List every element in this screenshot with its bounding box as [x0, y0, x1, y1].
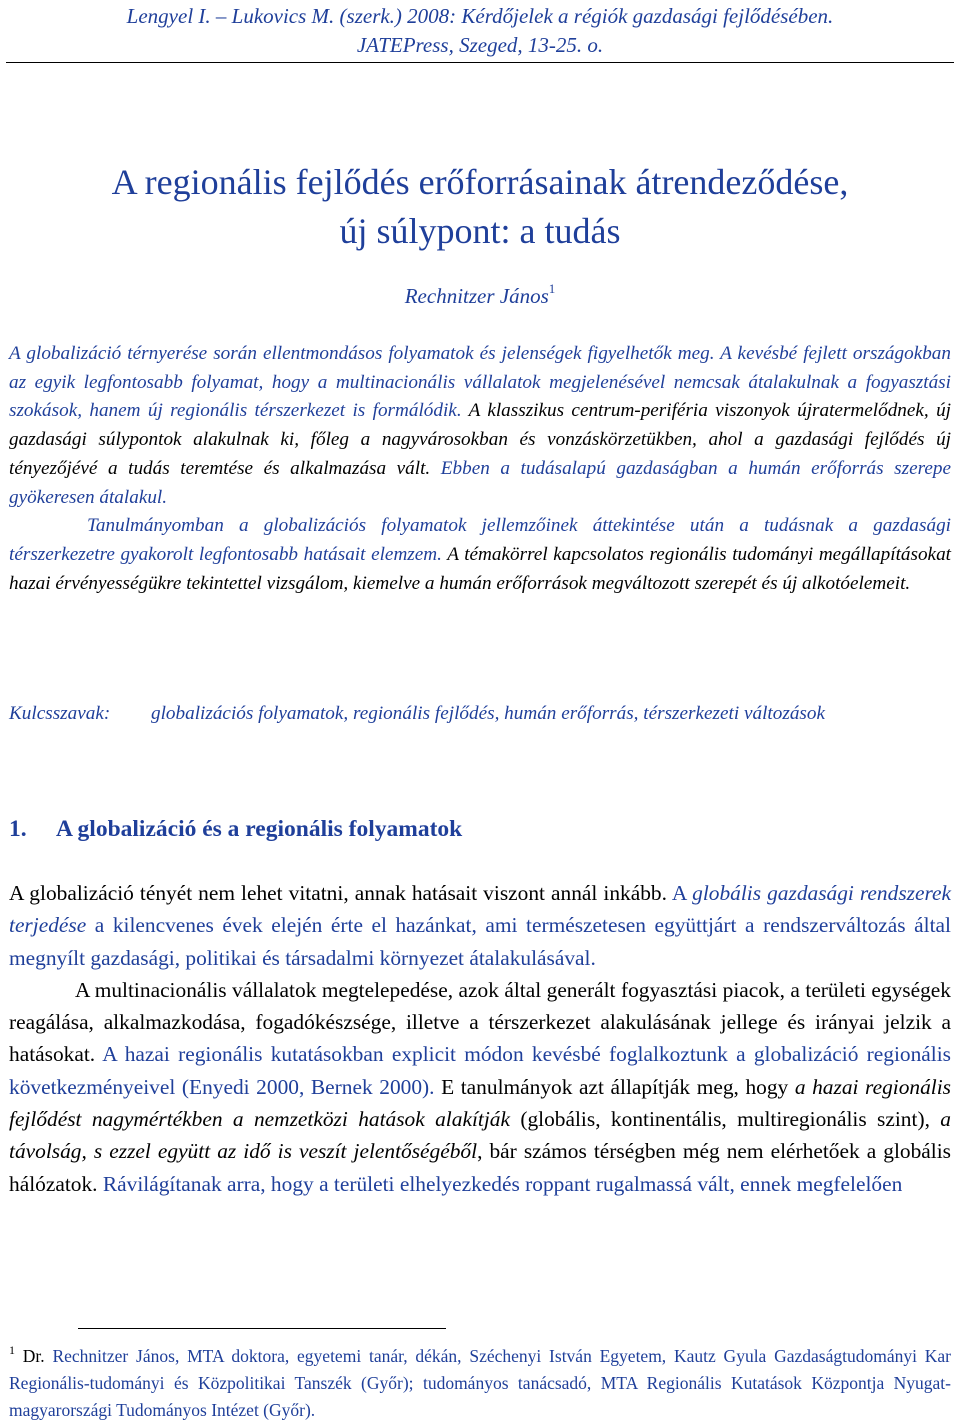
abstract-paragraph-2	[9, 512, 951, 598]
footnote-text	[9, 1343, 951, 1424]
footnote-text-run: Rechnitzer János, MTA doktora, egyetemi tanár, dékán, Széchenyi István Egyetem, Kautz Gyula Gazdaságtudományi Kar Regionális-tudományi és Közpolitikai Tanszék (Győr); tudományos tanácsadó, MTA Regionális Kutatások Központja Nyugat-magyarországi Tudományos Intézet (Győr).	[9, 1346, 952, 1420]
author-line	[0, 281, 960, 311]
body-paragraph-2	[9, 974, 951, 1200]
keywords-value: globalizációs folyamatok, regionális fejlődés, humán erőforrás, térszerkezeti változások	[151, 703, 825, 724]
body-text-run: Rávilágítanak arra, hogy a területi elhelyezkedés roppant rugalmassá vált, ennek megfelelően	[102, 1171, 903, 1196]
footnote-divider	[78, 1328, 446, 1329]
footnote-text-run: Dr.	[15, 1346, 53, 1366]
section-heading	[9, 812, 462, 846]
body-italic-run: a hazai regionális fejlődést nagymértékben a nemzetközi hatások alakítják	[9, 1074, 952, 1132]
abstract-text: Ebben a tudásalapú gazdaságban a humán erőforrás szerepe gyökeresen átalakul.	[9, 457, 951, 508]
author-name: Rechnitzer János	[404, 284, 549, 308]
keywords-label: Kulcsszavak:	[9, 703, 111, 724]
title-line-2: új súlypont: a tudás	[339, 211, 621, 251]
body-italic-run: globális gazdasági rendszerek terjedése	[9, 881, 951, 938]
abstract-paragraph-1	[9, 340, 951, 512]
header-citation-line-1: Lengyel I. – Lukovics M. (szerk.) 2008: Kérdőjelek a régiók gazdasági fejlődésében.	[126, 4, 834, 28]
body-text-run: E tanulmányok azt állapítják meg, hogy a hazai regionális fejlődést nagymértékben a nemzetközi hatások alakítják (globális, kontinentális, multiregionális szint), a távolság, s ezzel együtt az idő is veszít jelentőségéből, bár számos térségben még nem elérhetőek a globális hálózatok.	[9, 1074, 952, 1196]
header-divider	[6, 62, 954, 63]
running-header	[0, 2, 960, 60]
abstract	[9, 340, 951, 598]
abstract-text: A klasszikus centrum-periféria viszonyok újratermelődnek, új gazdasági súlypontok alakulnak ki, főleg a nagyvárosokban és vonzáskörzetükben, ahol a gazdasági fejlődés új tényezőjévé a tudás teremtése és alkalmazása vált.	[9, 400, 951, 479]
section-title: A globalizáció és a regionális folyamatok	[56, 816, 463, 842]
body-text-run: A globális gazdasági rendszerek terjedése a kilencvenes évek elején érte el hazánkat, ami természetesen együttjárt a rendszerváltozás által megnyílt gazdasági, politikai és társadalmi környezet átalakulásával.	[9, 881, 951, 970]
body-text	[9, 877, 951, 1200]
body-paragraph-1	[9, 877, 951, 974]
keywords	[9, 698, 951, 730]
abstract-text: A globalizáció térnyerése során ellentmondásos folyamatok és jelenségek figyelhetők meg. A kevésbé fejlett országokban az egyik legfontosabb folyamat, hogy a multinacionális vállalatok megjelenésével nemcsak átalakulnak a fogyasztási szokások, hanem új regionális térszerkezet is formálódik.	[9, 343, 951, 422]
section-number: 1.	[9, 816, 27, 842]
abstract-text: Tanulmányomban a globalizációs folyamatok jellemzőinek áttekintése után a tudásnak a gazdasági térszerkezetre gyakorolt legfontosabb hatásait elemzem.	[9, 515, 951, 565]
body-italic-run: a távolság, s ezzel együtt az idő is veszít jelentőségéből	[9, 1107, 951, 1164]
footnote	[9, 1343, 951, 1424]
body-text-run: A multinacionális vállalatok megtelepedése, azok által generált fogyasztási piacok, a területi egységek reagálása, alkalmazkodása, fogadókészsége, illetve a térszerkezet alakulásának jellege és irányai jelzik a hatásokat.	[9, 977, 951, 1067]
body-text-run: A hazai regionális kutatásokban explicit módon kevésbé foglalkoztunk a globalizáció regionális következményeivel (Enyedi 2000, Bernek 2000).	[9, 1042, 951, 1099]
paper-title	[0, 158, 960, 256]
body-text-run: A globalizáció tényét nem lehet vitatni, annak hatásait viszont annál inkább.	[9, 881, 672, 905]
title-line-1: A regionális fejlődés erőforrásainak átrendeződése,	[111, 162, 849, 202]
author-footnote-mark: 1	[548, 281, 556, 296]
footnote-mark: 1	[9, 1343, 15, 1357]
header-citation-line-2: JATEPress, Szeged, 13-25. o.	[356, 33, 604, 57]
abstract-text: A témakörrel kapcsolatos regionális tudományi megállapításokat hazai érvényességükre tekintettel vizsgálom, kiemelve a humán erőforrások megváltozott szerepét és új alkotóelemeit.	[9, 543, 951, 594]
